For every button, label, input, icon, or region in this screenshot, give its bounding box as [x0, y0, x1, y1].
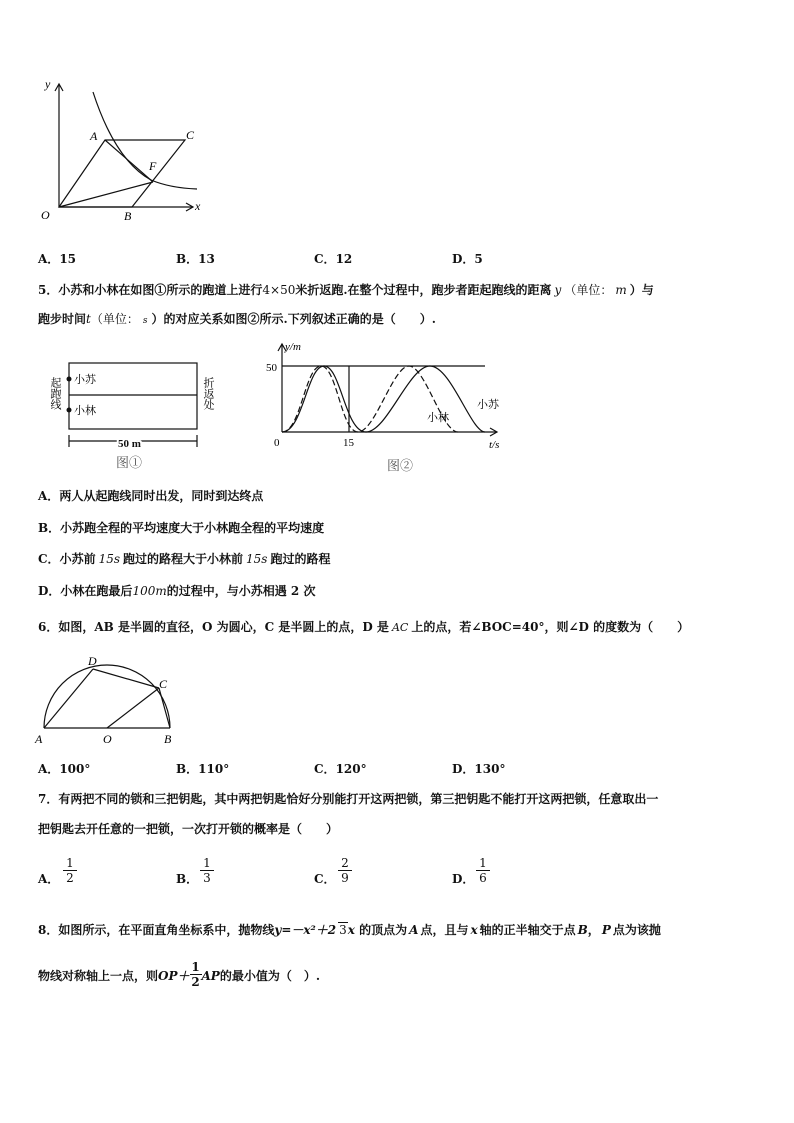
q7-option-d-fraction: $\frac{1}{6}$	[476, 856, 490, 885]
q5-su-dot	[67, 377, 72, 382]
q6-option-a[interactable]: A．100°	[38, 762, 91, 776]
q6-semicircle	[44, 665, 170, 728]
q5-option-b[interactable]: B．小苏跑全程的平均速度大于小林跑全程的平均速度	[38, 521, 325, 535]
q5-option-a[interactable]: A．两人从起跑线同时出发，同时到达终点	[38, 489, 264, 503]
q4-figure	[35, 72, 210, 222]
q6-label-B: B	[164, 732, 172, 746]
q8-sqrt: 3	[339, 923, 347, 937]
q5-fig2-y50: 50	[266, 362, 277, 374]
q6-chord-DC	[93, 669, 159, 688]
q7-option-b[interactable]: B．	[176, 872, 199, 886]
q6-radius-OC	[107, 688, 159, 728]
q6-label-A: A	[35, 732, 43, 746]
q5-stem-line1: 5．小苏和小林在如图①所示的跑道上进行4×50米折返跑.在整个过程中，跑步者距起跑线的距离 y （单位： m ）与	[38, 283, 654, 297]
q4-label-O: O	[41, 208, 50, 222]
q5-fig2-x15: 15	[343, 437, 354, 449]
q5-option-c[interactable]: C．小苏前 15s 跑过的路程大于小林前 15s 跑过的路程	[38, 552, 331, 566]
q4-option-a[interactable]: A．15	[38, 252, 77, 266]
q6-stem: 6．如图，AB 是半圆的直径，O 为圆心，C 是半圆上的点，D 是 AC 上的点，若∠BOC=40°，则∠D 的度数为（ ）	[38, 620, 690, 634]
q5-fig1-lin: 小林	[74, 405, 96, 417]
q5-fig2-xlabel: t/s	[489, 439, 500, 451]
q5-fig1-turn: 折返处	[202, 377, 214, 410]
q6-arc-ac: AC	[391, 621, 409, 634]
q6-figure	[33, 650, 178, 748]
q4-label-C: C	[186, 128, 195, 142]
q7-stem-line2: 把钥匙去开任意的一把锁，一次打开锁的概率是（ ）	[38, 822, 339, 836]
q8-stem-line1: 8．如图所示，在平面直角坐标系中，抛物线y=－x²＋2 3x 的顶点为 A 点，且与 x 轴的正半轴交于点 B， P 点为该抛	[38, 923, 661, 937]
q5-option-d[interactable]: D．小林在跑最后100m的过程中，与小苏相遇 2 次	[38, 584, 316, 598]
q6-label-O: O	[103, 732, 112, 746]
q6-chord-CB	[159, 688, 170, 728]
q4-label-x: x	[195, 199, 201, 213]
q5-fig2-ylabel: y/m	[285, 341, 301, 353]
q7-option-a[interactable]: A．	[38, 872, 60, 886]
q7-option-c-fraction: $\frac{2}{9}$	[338, 856, 352, 885]
q7-option-d[interactable]: D．	[452, 872, 475, 886]
q5-stem-line2: 跑步时间t（单位： s ）的对应关系如图②所示.下列叙述正确的是（ ）.	[38, 312, 436, 326]
q5-fig2-su-label: 小苏	[477, 399, 499, 411]
q5-fig2-origin: 0	[274, 437, 280, 449]
q5-fig2-caption: 图②	[387, 458, 414, 473]
q4-option-b[interactable]: B．13	[176, 252, 215, 266]
q4-option-d[interactable]: D．5	[452, 252, 483, 266]
q6-label-C: C	[159, 677, 168, 691]
q6-option-d[interactable]: D．130°	[452, 762, 506, 776]
q7-option-b-fraction: $\frac{1}{3}$	[200, 856, 214, 885]
q4-segment-AF	[105, 140, 153, 182]
q5-fig1-caption: 图①	[116, 455, 143, 470]
q6-option-c[interactable]: C．120°	[314, 762, 367, 776]
q5-fig1-start: 起跑线	[49, 377, 61, 410]
q5-figure2	[265, 336, 515, 476]
q6-label-D: D	[88, 654, 97, 668]
q7-option-c[interactable]: C．	[314, 872, 336, 886]
q4-option-c[interactable]: C．12	[314, 252, 353, 266]
q5-lin-dot	[67, 408, 72, 413]
q7-stem-line1: 7．有两把不同的锁和三把钥匙，其中两把钥匙恰好分别能打开这两把锁，第三把钥匙不能打开这两把锁，任意取出一	[38, 792, 659, 806]
q5-figure1	[44, 355, 234, 475]
q8-fraction: $\frac{1}{2}$	[191, 960, 200, 989]
q6-option-b[interactable]: B．110°	[176, 762, 230, 776]
q4-label-A: A	[90, 129, 98, 143]
q5-fig1-length: 50 m	[118, 438, 141, 450]
q7-option-a-fraction: $\frac{1}{2}$	[63, 856, 77, 885]
q5-track	[69, 363, 197, 429]
q4-label-F: F	[149, 159, 157, 173]
q5-fig2-lin-label: 小林	[427, 412, 449, 424]
q4-label-B: B	[124, 209, 132, 222]
q4-parallelogram	[59, 140, 185, 207]
q5-fig1-su: 小苏	[74, 374, 96, 386]
q4-label-y: y	[45, 77, 51, 91]
q8-stem-line2: 物线对称轴上一点，则OP＋ $\frac{1}{2}$ AP的最小值为（ ）.	[38, 960, 321, 989]
